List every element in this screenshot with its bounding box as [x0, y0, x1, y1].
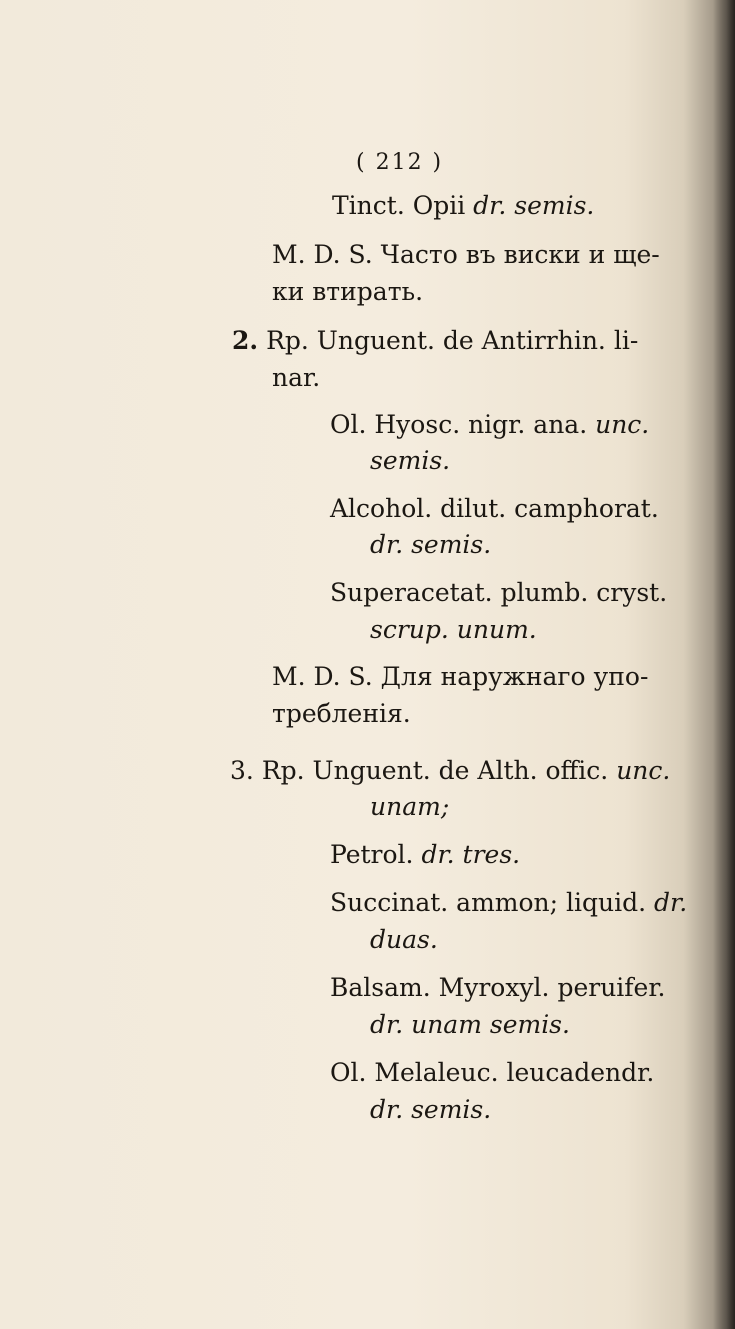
text-line-16: Petrol. dr. tres.: [330, 840, 521, 869]
text-line-12: M. D. S. Для наружнаго упо-: [272, 662, 649, 691]
text-line-14: 3. Rp. Unguent. de Alth. offic. unc.: [230, 756, 671, 785]
text-line-20: dr. unam semis.: [370, 1010, 570, 1039]
text-line-4: 2. Rp. Unguent. de Antirrhin. li-: [232, 326, 639, 355]
page-spine-shadow: [713, 0, 735, 1329]
page-number: ( 212 ): [356, 150, 444, 175]
text-line-6: Ol. Hyosc. nigr. ana. unc.: [330, 410, 650, 439]
text-line-15: unam;: [370, 792, 450, 821]
text-line-22: dr. semis.: [370, 1095, 492, 1124]
text-line-2: M. D. S. Часто въ виски и ще-: [272, 240, 660, 269]
text-line-5: nar.: [272, 363, 321, 392]
text-line-10: Superacetat. plumb. cryst.: [330, 578, 668, 607]
text-line-9: dr. semis.: [370, 530, 492, 559]
text-line-17: Succinat. ammon; liquid. dr.: [330, 888, 688, 917]
text-line-21: Ol. Melaleuc. leucadendr.: [330, 1058, 655, 1087]
text-line-11: scrup. unum.: [370, 615, 537, 644]
text-line-19: Balsam. Myroxyl. peruifer.: [330, 973, 666, 1002]
text-line-18: duas.: [370, 925, 438, 954]
text-line-1: Tinct. Opii dr. semis.: [332, 191, 595, 220]
text-line-8: Alcohol. dilut. camphorat.: [330, 494, 659, 523]
text-line-13: требленія.: [272, 699, 411, 728]
text-line-3: ки втирать.: [272, 277, 424, 306]
text-line-7: semis.: [370, 446, 451, 475]
